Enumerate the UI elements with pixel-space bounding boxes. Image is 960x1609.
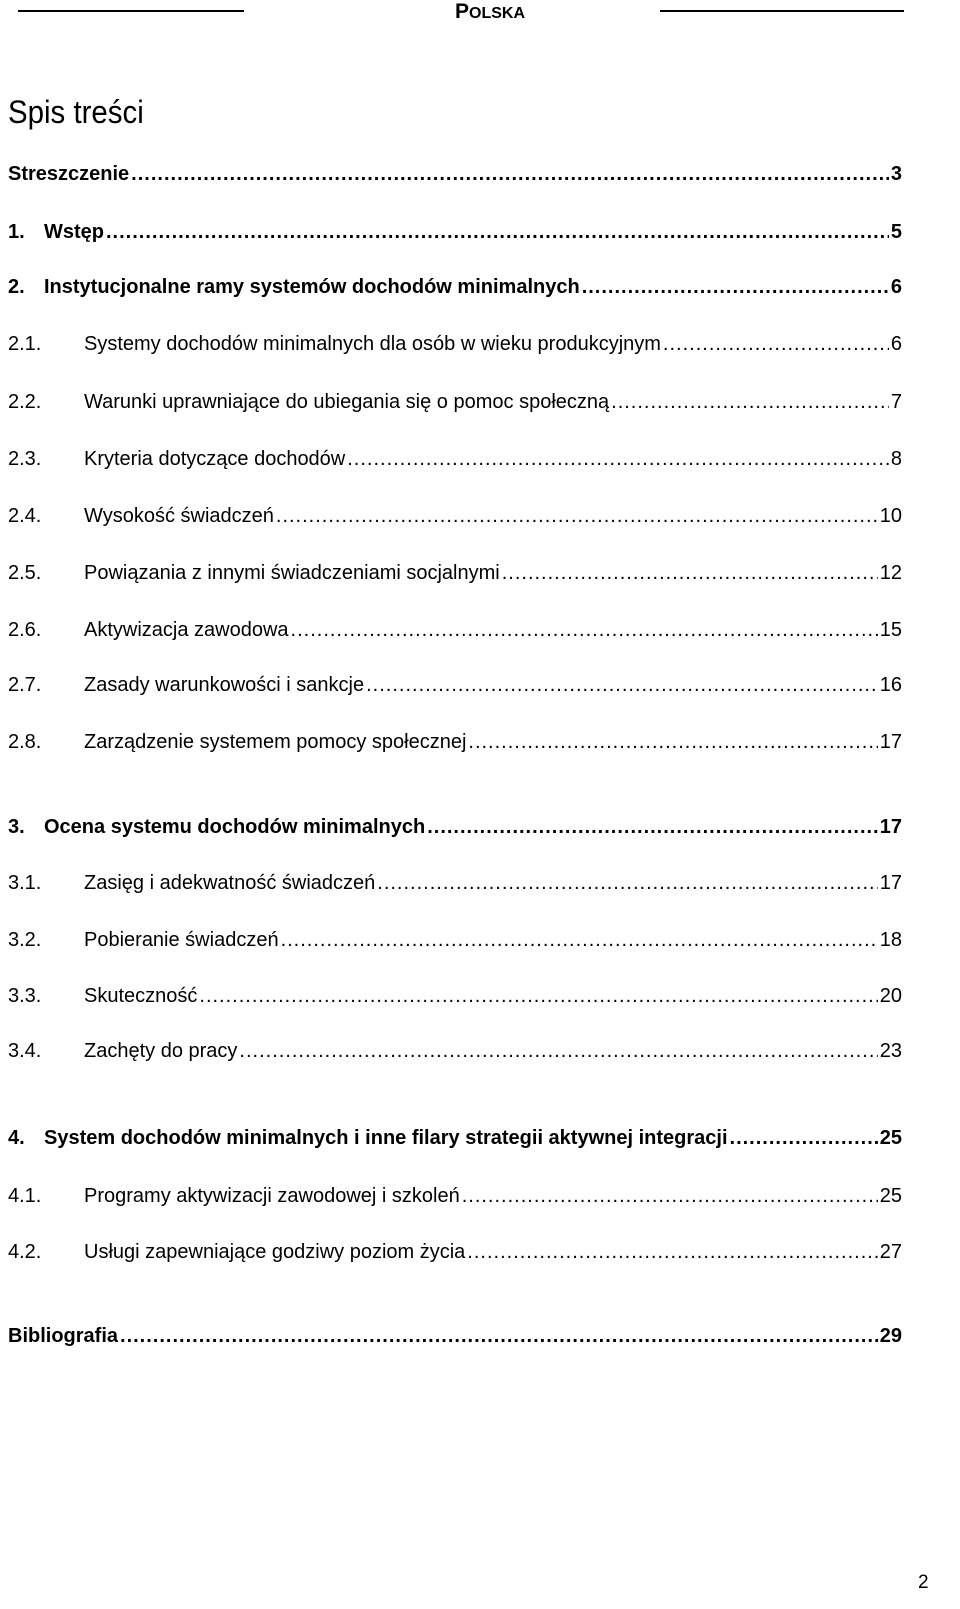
toc-entry[interactable]	[8, 1323, 902, 1349]
toc-entry-number: 4.2.	[8, 1241, 42, 1263]
toc-dot-leader	[281, 927, 878, 953]
toc-dot-leader	[347, 446, 889, 472]
toc-entry-label: Skuteczność	[84, 985, 198, 1007]
toc-entry-page: 20	[879, 985, 902, 1007]
toc-entry-page: 12	[879, 562, 902, 584]
toc-entry-page: 8	[890, 448, 902, 470]
toc-entry-page: 16	[879, 674, 902, 696]
toc-entry-page: 17	[879, 816, 902, 838]
toc-entry-number: 4.	[8, 1127, 25, 1149]
toc-heading: Spis treści	[8, 94, 144, 130]
toc-entry-page: 17	[879, 872, 902, 894]
toc-entry-label: Zarządzenie systemem pomocy społecznej	[84, 731, 467, 753]
page-number: 2	[918, 1572, 929, 1593]
toc-entry[interactable]	[8, 983, 902, 1009]
toc-dot-leader	[199, 983, 877, 1009]
toc-entry[interactable]	[8, 446, 902, 472]
toc-entry-label: Pobieranie świadczeń	[84, 929, 279, 951]
toc-entry-number: 4.1.	[8, 1185, 42, 1207]
toc-entry-page: 6	[890, 276, 902, 298]
toc-entry-number: 1.	[8, 221, 25, 243]
toc-entry-page: 29	[879, 1325, 902, 1347]
toc-entry-label: Zachęty do pracy	[84, 1040, 238, 1062]
toc-entry-label: Zasady warunkowości i sankcje	[84, 674, 365, 696]
toc-entry-number: 2.5.	[8, 562, 42, 584]
toc-entry-label: Aktywizacja zawodowa	[84, 619, 289, 641]
toc-dot-leader	[131, 161, 889, 187]
toc-entry[interactable]	[8, 503, 902, 529]
toc-entry[interactable]	[8, 729, 902, 755]
toc-entry-page: 27	[879, 1241, 902, 1263]
toc-dot-leader	[730, 1125, 878, 1151]
toc-entry[interactable]	[8, 389, 902, 415]
toc-entry-label: Ocena systemu dochodów minimalnych	[44, 816, 426, 838]
toc-entry[interactable]	[8, 617, 902, 643]
toc-entry-page: 5	[890, 221, 902, 243]
toc-entry-label: Wysokość świadczeń	[84, 505, 274, 527]
toc-entry-label: Kryteria dotyczące dochodów	[84, 448, 346, 470]
toc-dot-leader	[663, 331, 889, 357]
header-title-initial: P	[454, 0, 469, 23]
toc-entry-page: 23	[879, 1040, 902, 1062]
toc-dot-leader	[239, 1038, 877, 1064]
toc-entry[interactable]	[8, 331, 902, 357]
toc-dot-leader	[276, 503, 878, 529]
toc-dot-leader	[291, 617, 878, 643]
header-rule-right	[660, 10, 904, 12]
toc-entry-label: Bibliografia	[8, 1325, 119, 1347]
toc-entry-label: Warunki uprawniające do ubiegania się o pomoc społeczną	[84, 391, 610, 413]
toc-entry-page: 25	[879, 1127, 902, 1149]
toc-entry[interactable]	[8, 1038, 902, 1064]
toc-entry-page: 25	[879, 1185, 902, 1207]
toc-entry-page: 6	[890, 333, 902, 355]
toc-entry-number: 3.2.	[8, 929, 42, 951]
toc-entry[interactable]	[8, 1239, 902, 1265]
toc-dot-leader	[582, 274, 889, 300]
toc-entry-label: System dochodów minimalnych i inne filary strategii aktywnej integracji	[44, 1127, 728, 1149]
header-rule-left	[18, 10, 244, 12]
toc-entry-page: 7	[890, 391, 902, 413]
toc-entry-number: 2.6.	[8, 619, 42, 641]
toc-entry[interactable]	[8, 814, 902, 840]
toc-entry-number: 2.7.	[8, 674, 42, 696]
toc-entry[interactable]	[8, 927, 902, 953]
toc-entry[interactable]	[8, 161, 902, 187]
toc-dot-leader	[462, 1183, 878, 1209]
toc-entry-label: Powiązania z innymi świadczeniami socjalnymi	[84, 562, 500, 584]
toc-entry-label: Wstęp	[44, 221, 104, 243]
running-header	[440, 0, 540, 24]
toc-entry-label: Zasięg i adekwatność świadczeń	[84, 872, 376, 894]
toc-entry-label: Instytucjonalne ramy systemów dochodów minimalnych	[44, 276, 580, 298]
toc-dot-leader	[468, 729, 877, 755]
header-title-rest: OLSKA	[469, 5, 525, 22]
toc-entry-page: 18	[879, 929, 902, 951]
toc-dot-leader	[366, 672, 878, 698]
toc-entry[interactable]	[8, 1183, 902, 1209]
toc-entry-label: Usługi zapewniające godziwy poziom życia	[84, 1241, 466, 1263]
toc-entry[interactable]	[8, 560, 902, 586]
toc-entry-number: 3.	[8, 816, 25, 838]
toc-dot-leader	[611, 389, 889, 415]
toc-entry-number: 3.3.	[8, 985, 42, 1007]
toc-entry[interactable]	[8, 672, 902, 698]
toc-entry-label: Streszczenie	[8, 163, 130, 185]
toc-entry-page: 3	[890, 163, 902, 185]
toc-entry-number: 2.1.	[8, 333, 42, 355]
toc-dot-leader	[106, 219, 889, 245]
toc-entry-number: 2.3.	[8, 448, 42, 470]
toc-entry[interactable]	[8, 1125, 902, 1151]
toc-entry-label: Programy aktywizacji zawodowej i szkoleń	[84, 1185, 460, 1207]
toc-dot-leader	[502, 560, 878, 586]
toc-entry-number: 3.4.	[8, 1040, 42, 1062]
toc-dot-leader	[427, 814, 878, 840]
toc-entry-page: 17	[879, 731, 902, 753]
toc-entry-label: Systemy dochodów minimalnych dla osób w wieku produkcyjnym	[84, 333, 661, 355]
toc-entry-number: 2.2.	[8, 391, 42, 413]
toc-dot-leader	[377, 870, 877, 896]
toc-entry-number: 2.4.	[8, 505, 42, 527]
toc-dot-leader	[120, 1323, 878, 1349]
toc-entry[interactable]	[8, 274, 902, 300]
toc-entry-page: 10	[879, 505, 902, 527]
toc-entry[interactable]	[8, 870, 902, 896]
toc-dot-leader	[467, 1239, 877, 1265]
toc-entry-number: 3.1.	[8, 872, 42, 894]
toc-entry[interactable]	[8, 219, 902, 245]
toc-entry-number: 2.	[8, 276, 25, 298]
toc-entry-page: 15	[879, 619, 902, 641]
toc-entry-number: 2.8.	[8, 731, 42, 753]
